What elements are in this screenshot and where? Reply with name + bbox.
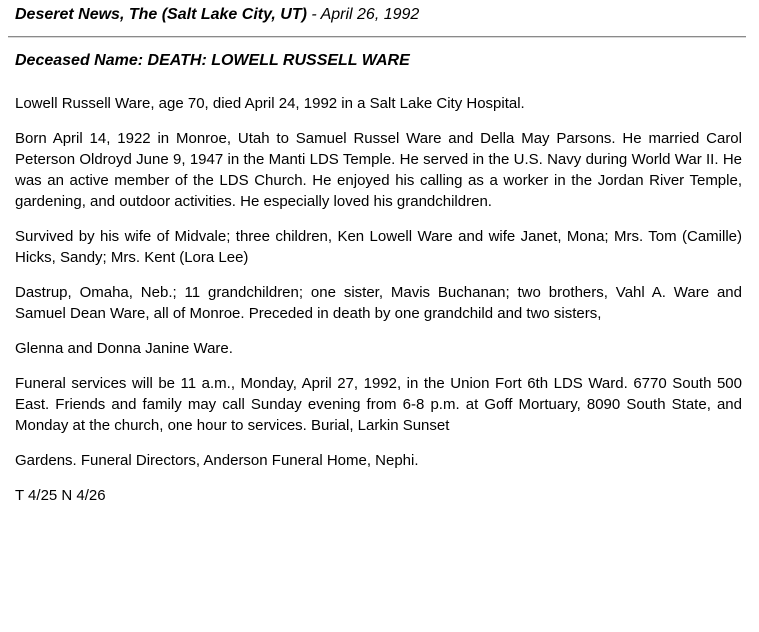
header-separator: - [306,6,321,23]
obituary-paragraph: Born April 14, 1922 in Monroe, Utah to Samuel Russel Ware and Della May Parsons. He married Carol Peterson Oldroyd June 9, 1947 in the Manti LDS Temple. He served in the U.S. Navy during World War II. He was an active member of the LDS Church. He enjoyed his calling as a worker in the Jordan River Temple, gardening, and outdoor activities. He especially loved his grandchildren. [15,130,742,210]
publication-date: April 26, 1992 [320,6,420,23]
newspaper-source: Deseret News, The (Salt Lake City, UT) [15,6,307,23]
obituary-footer-codes: T 4/25 N 4/26 [15,487,106,504]
deceased-name-title: Deceased Name: DEATH: LOWELL RUSSELL WARE [15,52,410,69]
obituary-paragraph: Gardens. Funeral Directors, Anderson Funeral Home, Nephi. [15,452,419,469]
obituary-paragraph: Funeral services will be 11 a.m., Monday, April 27, 1992, in the Union Fort 6th LDS Ward. 6770 South 500 East. Friends and family may call Sunday evening from 6-8 p.m. at Goff Mortuary, 8090 South State, and Monday at the church, one hour to services. Burial, Larkin Sunset [15,375,742,434]
obituary-paragraph: Lowell Russell Ware, age 70, died April 24, 1992 in a Salt Lake City Hospital. [15,95,525,112]
header-divider [8,36,746,38]
obituary-paragraph: Dastrup, Omaha, Neb.; 11 grandchildren; one sister, Mavis Buchanan; two brothers, Vahl A. Ware and Samuel Dean Ware, all of Monroe. Preceded in death by one grandchild and two sisters, [15,284,742,322]
obituary-paragraph: Glenna and Donna Janine Ware. [15,340,233,357]
article-header [15,6,419,24]
obituary-body [15,93,742,520]
obituary-paragraph: Survived by his wife of Midvale; three children, Ken Lowell Ware and wife Janet, Mona; Mrs. Tom (Camille) Hicks, Sandy; Mrs. Kent (Lora Lee) [15,228,742,266]
